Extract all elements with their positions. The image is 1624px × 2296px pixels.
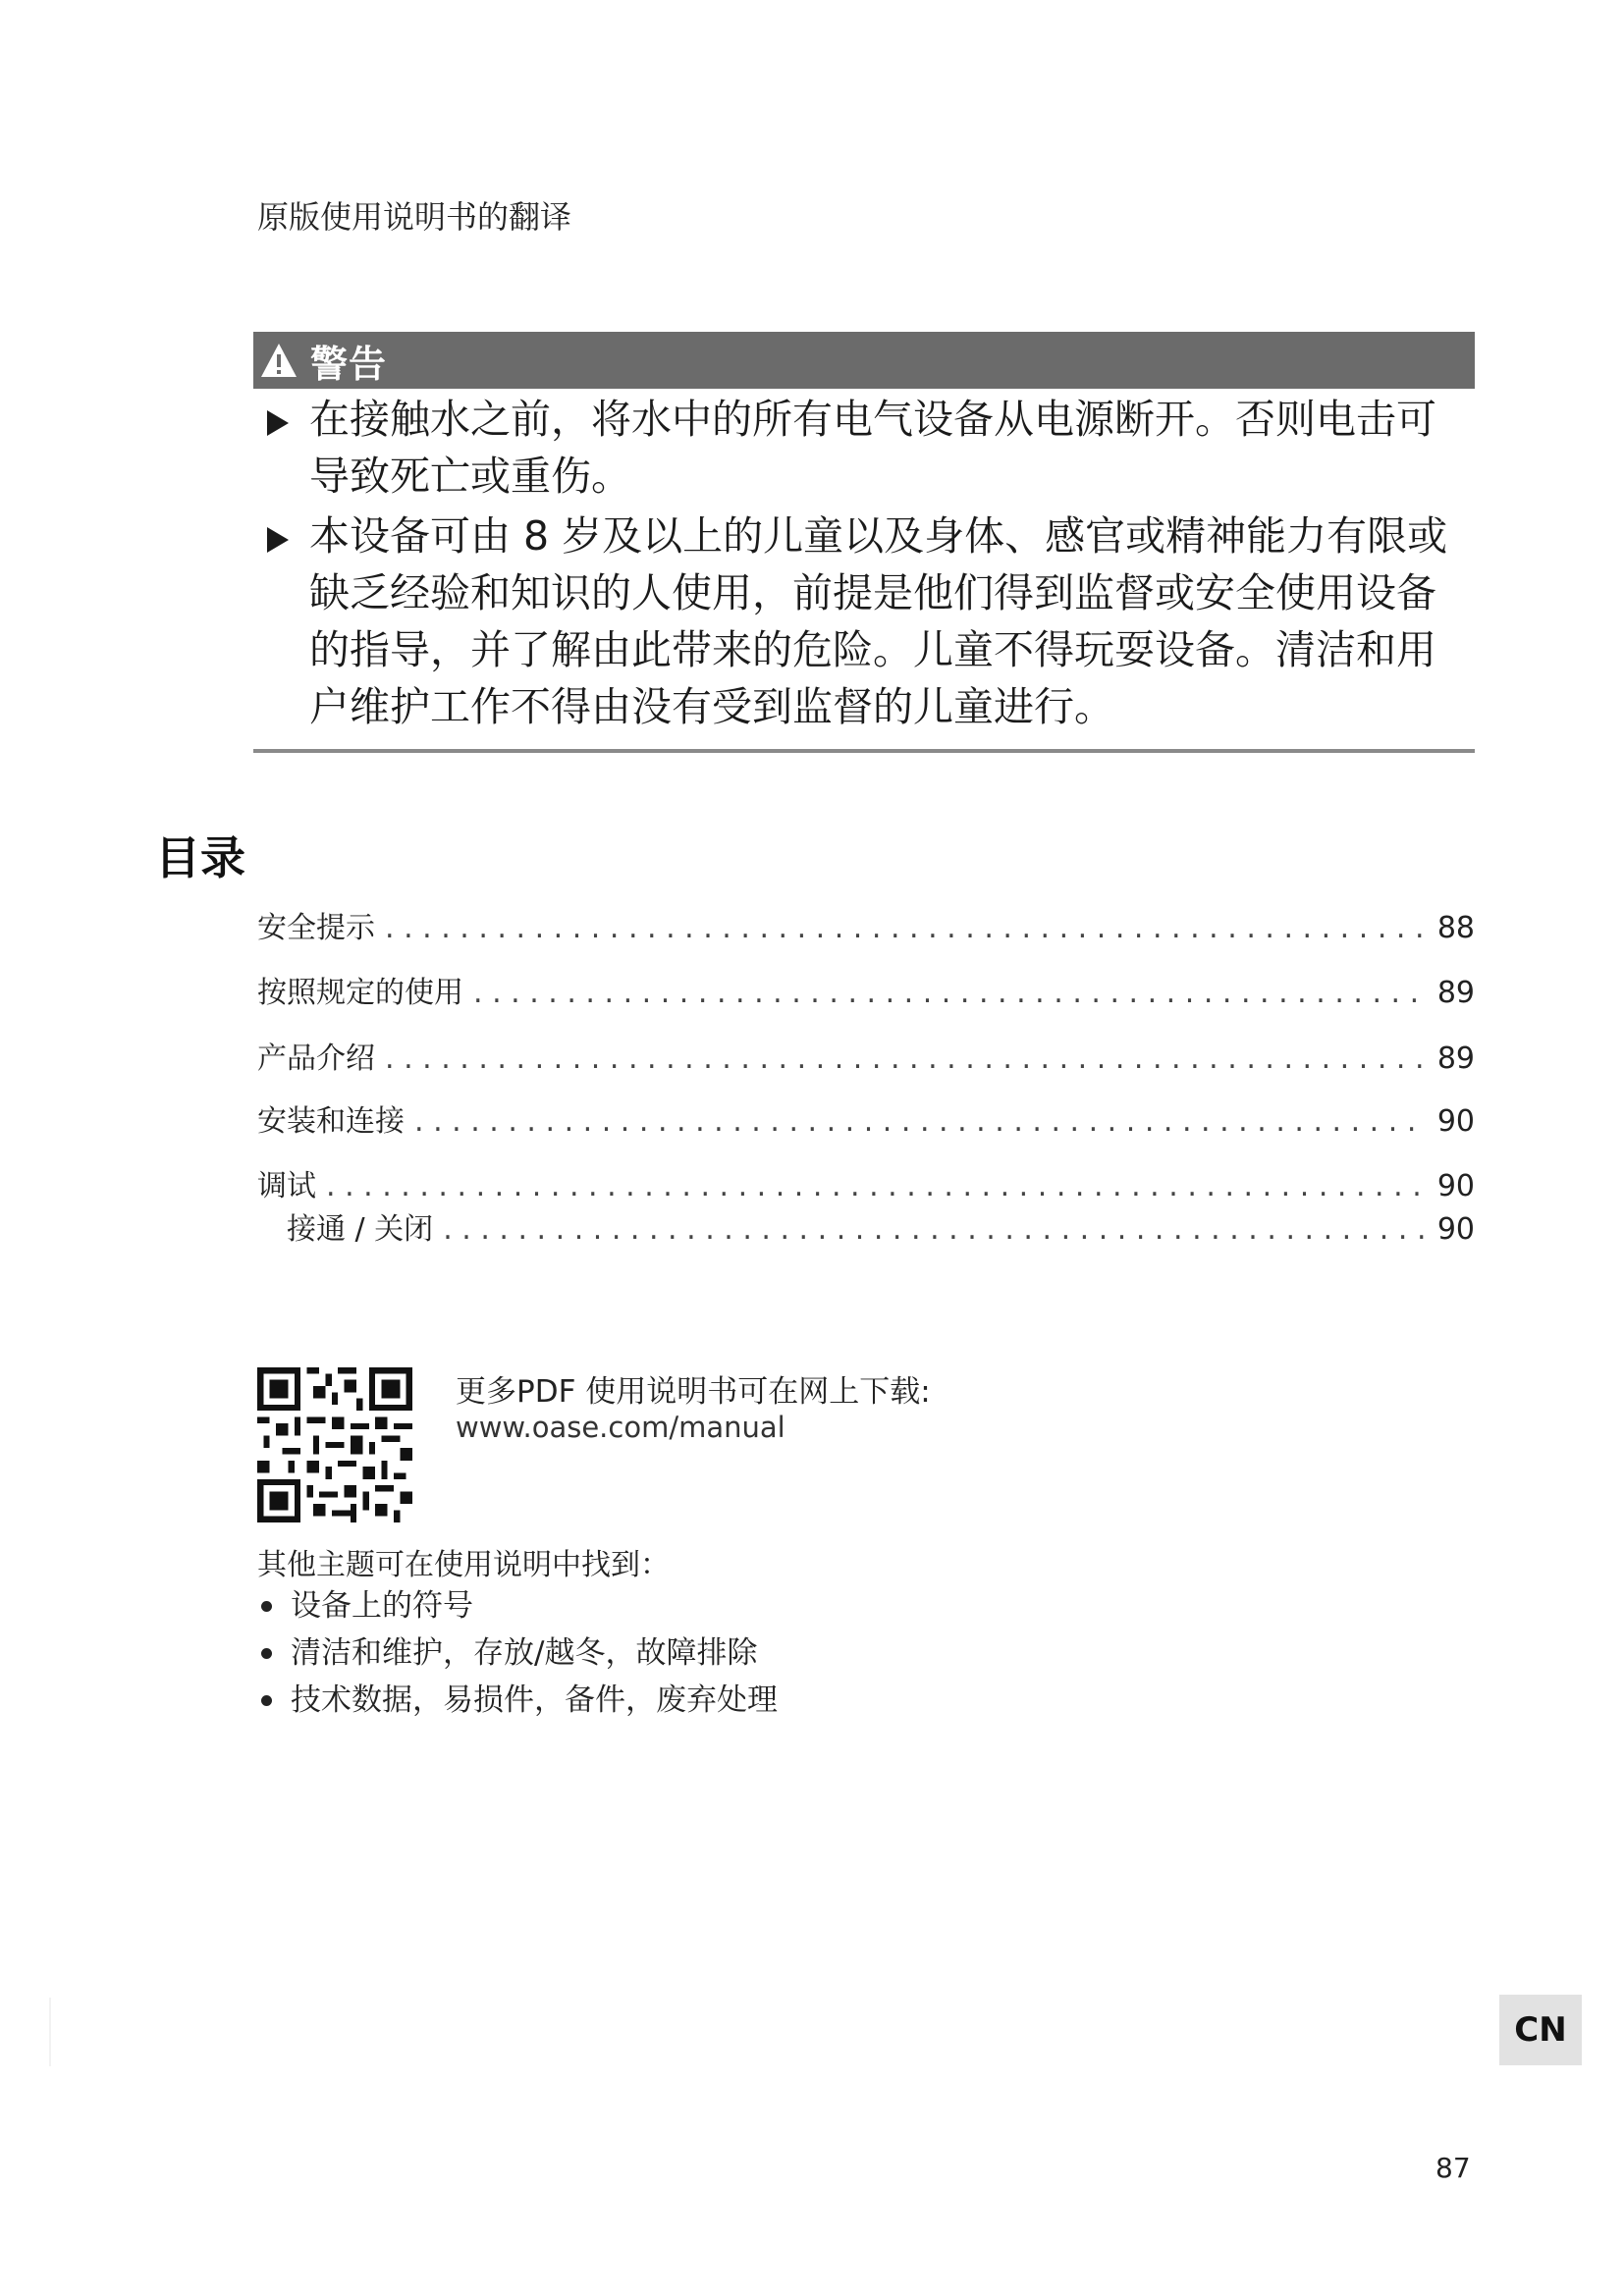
toc-entry-product-description[interactable] [257, 1034, 1475, 1076]
toc-entry-label: 接通 / 关闭 [287, 1212, 434, 1247]
language-tag: CN [1499, 1995, 1582, 2065]
warning-list [253, 391, 1475, 735]
toc-entry-page: 88 [1436, 911, 1475, 945]
page-number: 87 [1435, 2152, 1471, 2184]
list-item [257, 1582, 778, 1629]
list-item-text: 清洁和维护，存放/越冬，故障排除 [291, 1635, 758, 1671]
list-item-text: 技术数据，易损件，备件，废弃处理 [291, 1682, 778, 1718]
bullet-dot-icon [261, 1648, 272, 1659]
warning-item [253, 507, 1475, 735]
toc-leader-dots [385, 1041, 1428, 1076]
toc-entry-label: 按照规定的使用 [257, 976, 463, 1010]
toc-leader-dots [443, 1212, 1428, 1247]
toc-leader-dots [473, 976, 1428, 1010]
toc-entry-page: 90 [1436, 1104, 1475, 1139]
toc-entry-label: 安全提示 [257, 911, 375, 945]
toc-leader-dots [414, 1104, 1428, 1139]
list-item [257, 1677, 778, 1724]
toc-entry-intended-use[interactable] [257, 968, 1475, 1010]
toc-entry-installation[interactable] [257, 1096, 1475, 1139]
list-item [257, 1629, 778, 1677]
toc-entry-label: 安装和连接 [257, 1104, 405, 1139]
more-manuals-text: 更多PDF 使用说明书可在网上下载: [456, 1374, 931, 1410]
toc-leader-dots [385, 911, 1428, 945]
warning-title: 警告 [310, 342, 388, 386]
document-subtitle: 原版使用说明书的翻译 [257, 198, 572, 236]
manual-url-link[interactable]: www.oase.com/manual [456, 1411, 785, 1444]
toc-entry-page: 89 [1436, 976, 1475, 1010]
toc-entry-safety[interactable] [257, 903, 1475, 945]
toc-entry-label: 调试 [257, 1169, 316, 1203]
bullet-dot-icon [261, 1695, 272, 1706]
warning-triangle-icon [259, 341, 298, 380]
triangle-bullet-icon [267, 527, 289, 553]
warning-header [253, 332, 1475, 389]
toc-entry-label: 产品介绍 [257, 1041, 375, 1076]
list-item-text: 设备上的符号 [291, 1588, 473, 1624]
toc-entry-page: 90 [1436, 1212, 1475, 1247]
triangle-bullet-icon [267, 410, 289, 436]
toc-entry-page: 90 [1436, 1169, 1475, 1203]
toc-title: 目录 [155, 831, 245, 884]
margin-mark [49, 1998, 51, 2066]
qr-code-icon [257, 1367, 412, 1522]
bullet-dot-icon [261, 1601, 272, 1612]
toc-entry-switch-on-off[interactable] [257, 1204, 1475, 1247]
other-topics-list [257, 1582, 778, 1724]
warning-item-text: 本设备可由 8 岁及以上的儿童以及身体、感官或精神能力有限或缺乏经验和知识的人使用，前提是他们得到监督或安全使用设备的指导，并了解由此带来的危险。儿童不得玩耍设备。清洁和用户维护工作不得由没有受到监督的儿童进行。 [309, 512, 1448, 730]
toc-leader-dots [326, 1169, 1428, 1203]
warning-item-text: 在接触水之前，将水中的所有电气设备从电源断开。否则电击可导致死亡或重伤。 [309, 396, 1436, 500]
toc-entry-commissioning[interactable] [257, 1161, 1475, 1201]
other-topics-heading: 其他主题可在使用说明中找到： [257, 1548, 670, 1582]
warning-item [253, 391, 1475, 505]
toc-entry-page: 89 [1436, 1041, 1475, 1076]
table-of-contents [257, 903, 1475, 1247]
warning-box [253, 332, 1475, 753]
